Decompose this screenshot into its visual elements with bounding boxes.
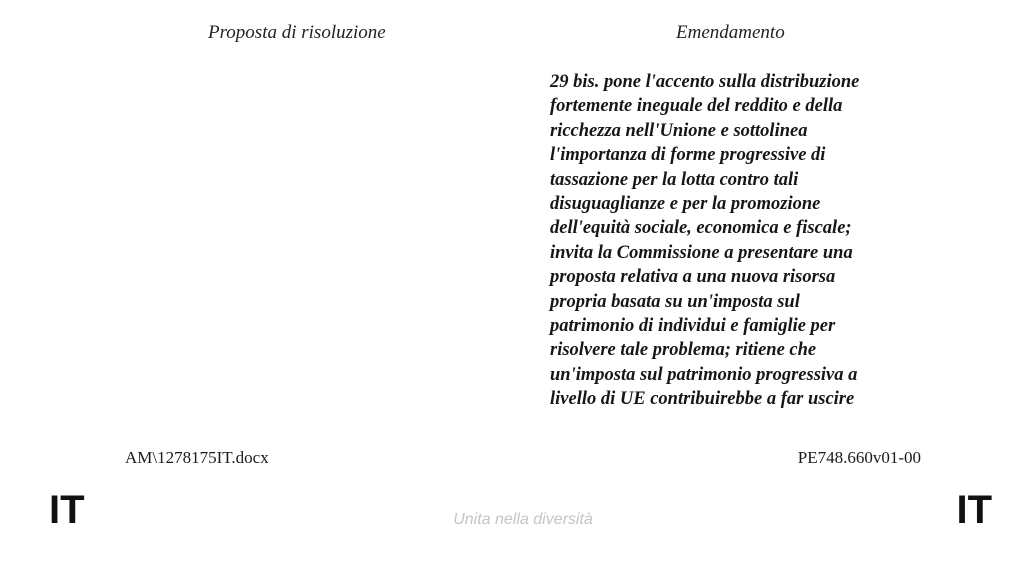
amendment-line: ricchezza nell'Unione e sottolinea [550, 120, 808, 141]
language-code-left: IT [49, 488, 85, 532]
amendment-line: fortemente ineguale del reddito e della [550, 96, 843, 117]
amendment-line: dell'equità sociale, economica e fiscale; [550, 218, 852, 239]
amendment-line: proposta relativa a una nuova risorsa [550, 267, 836, 288]
amendment-column-header: Emendamento [676, 22, 785, 43]
eu-motto: Unita nella diversità [453, 511, 593, 528]
amendment-text [550, 70, 920, 412]
proposal-column-header: Proposta di risoluzione [208, 22, 386, 43]
amendment-line: disuguaglianze e per la promozione [550, 194, 821, 215]
document-reference: AM\1278175IT.docx [125, 448, 269, 467]
amendment-line: patrimonio di individui e famiglie per [550, 316, 836, 337]
amendment-line: l'importanza di forme progressive di [550, 145, 826, 166]
pe-reference: PE748.660v01-00 [797, 448, 921, 467]
amendment-line: 29 bis. pone l'accento sulla distribuzione [550, 72, 860, 92]
amendment-line: invita la Commissione a presentare una [550, 242, 853, 263]
amendment-line: tassazione per la lotta contro tali [550, 169, 799, 190]
amendment-line: propria basata su un'imposta sul [550, 291, 800, 312]
amendment-line: risolvere tale problema; ritiene che [550, 340, 817, 361]
amendment-line: livello di UE contribuirebbe a far uscire [550, 389, 855, 410]
amendment-line: un'imposta sul patrimonio progressiva a [550, 364, 858, 385]
language-code-right: IT [956, 488, 992, 532]
